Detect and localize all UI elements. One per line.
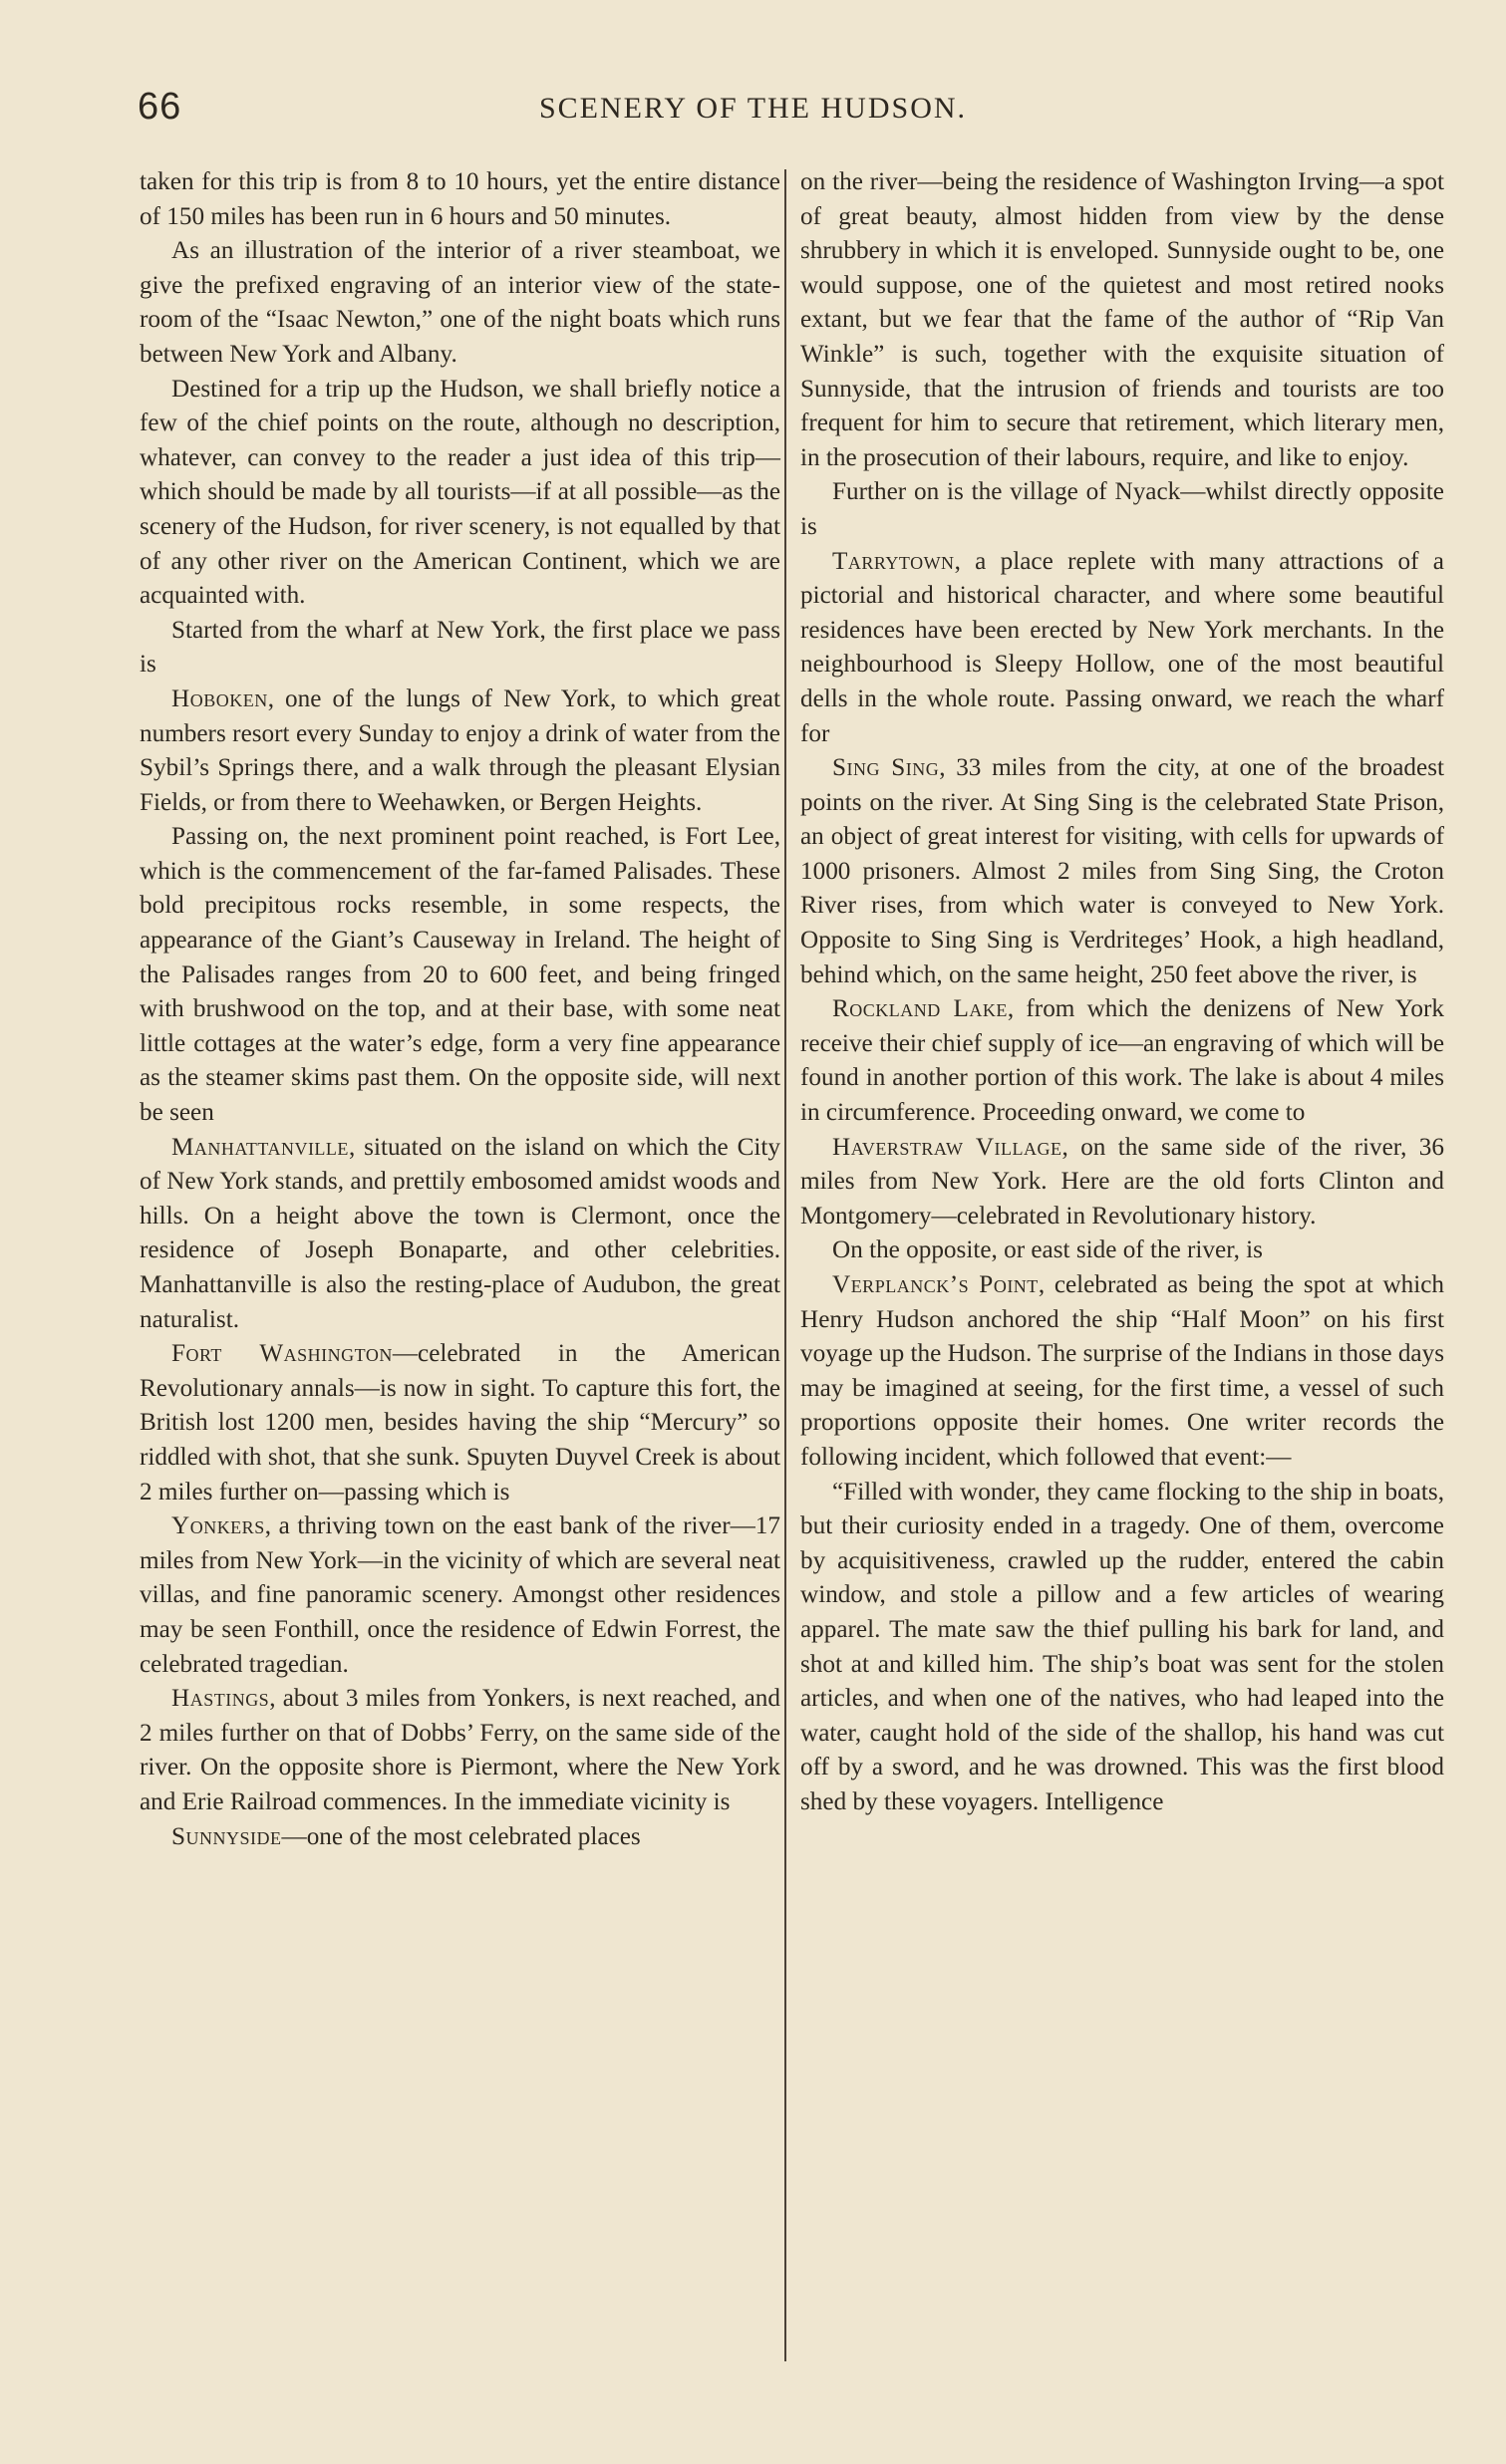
paragraph [140, 1682, 780, 1819]
paragraph [800, 1476, 1444, 1820]
place-name: Yonkers [171, 1512, 265, 1540]
paragraph [800, 1131, 1444, 1234]
paragraph-text: Further on is the village of Nyack—whilst directly opposite is [800, 478, 1444, 540]
paragraph-text: , a thriving town on the east bank of the river—17 miles from New York—in the vicinity of which are several neat villas, and fine panoramic scenery. Amongst other residences may be seen Fonthill, once the residence of Edwin Forrest, the celebrated tragedian. [140, 1512, 780, 1678]
paragraph-text: —one of the most celebrated places [281, 1822, 641, 1850]
place-name: Rockland Lake [832, 995, 1008, 1023]
paragraph-text: Destined for a trip up the Hudson, we shall briefly notice a few of the chief points on the route, although no description, whatever, can convey to the reader a just idea of this trip—which should be made by all tourists—if at all possible—as the scenery of the Hudson, for river scenery, is not equalled by that of any other river on the American Continent, which we are acquainted with. [140, 375, 780, 610]
paragraph [140, 373, 780, 614]
paragraph-text: on the river—being the residence of Washington Irving—a spot of great beauty, almost hidden from view by the dense shrubbery in which it is enveloped. Sunnyside ought to be, one would suppose, one of the quietest and most retired nooks extant, but we fear that the fame of the author of “Rip Van Winkle” is such, together with the exquisite situation of Sunnyside, that the intrusion of friends and tourists are too frequent for him to secure that retirement, which literary men, in the prosecution of their labours, require, and like to enjoy. [800, 168, 1444, 471]
paragraph-text: “Filled with wonder, they came flocking to the ship in boats, but their curiosity ended in a tragedy. One of them, overcome by acquisitiveness, crawled up the rudder, entered the cabin window, and stole a pillow and a few articles of wearing apparel. The mate saw the thief pulling his bark for land, and shot at and killed him. The ship’s boat was sent for the stolen articles, and when one of the natives, who had leaped into the water, caught hold of the side of the shallop, his hand was cut off by a sword, and he was drowned. This was the first blood shed by these voyagers. Intelligence [800, 1478, 1444, 1815]
page-number: 66 [138, 86, 182, 128]
running-title: SCENERY OF THE HUDSON. [538, 92, 968, 125]
paragraph [140, 1337, 780, 1509]
paragraph [800, 751, 1444, 992]
paragraph-text: Started from the wharf at New York, the first place we pass is [140, 616, 780, 679]
paragraph [140, 1131, 780, 1338]
paragraph-text: , situated on the island on which the City of New York stands, and prettily embosomed amidst woods and hills. On a height above the town is Clermont, once the residence of Joseph Bonaparte, and other celebrities. Manhattanville is also the resting-place of Audubon, the great naturalist. [140, 1133, 780, 1333]
place-name: Verplanck’s Point [832, 1271, 1039, 1298]
paragraph-text: Passing on, the next prominent point reached, is Fort Lee, which is the commencement of the far-famed Palisades. These bold precipitous rocks resemble, in some respects, the appearance of the Giant’s Causeway in Ireland. The height of the Palisades ranges from 20 to 600 feet, and being fringed with brushwood on the top, and at their base, with some neat little cottages at the water’s edge, form a very fine appearance as the steamer skims past them. On the opposite side, will next be seen [140, 823, 780, 1127]
paragraph [800, 475, 1444, 544]
paragraph-text: , from which the denizens of New York receive their chief supply of ice—an engraving of which will be found in another portion of this work. The lake is about 4 miles in circumference. Proceeding onward, we come to [800, 995, 1444, 1127]
paragraph [140, 614, 780, 683]
place-name: Sunnyside [171, 1822, 282, 1850]
place-name: Hastings [171, 1685, 270, 1713]
paragraph [800, 1233, 1444, 1268]
place-name: Tarrytown [832, 547, 955, 575]
place-name: Manhattanville [171, 1133, 349, 1161]
paragraph-text: , a place replete with many attractions of a pictorial and historical character, and where some beautiful residences have been erected by New York merchants. In the neighbourhood is Sleepy Hollow, one of the most beautiful dells in the whole route. Passing onward, we reach the wharf for [800, 547, 1444, 747]
column-divider [784, 169, 786, 2361]
paragraph [800, 545, 1444, 752]
paragraph-text: , celebrated as being the spot at which Henry Hudson anchored the ship “Half Moon” on his first voyage up the Hudson. The surprise of the Indians in those days may be imagined at seeing, for the first time, a vessel of such proportions opposite their homes. One writer records the following incident, which followed that event:— [800, 1271, 1444, 1471]
paragraph-text: taken for this trip is from 8 to 10 hours, yet the entire distance of 150 miles has been run in 6 hours and 50 minutes. [140, 168, 780, 230]
paragraph [140, 234, 780, 372]
paragraph [800, 1268, 1444, 1476]
right-column [800, 165, 1444, 1820]
place-name: Fort Washington [171, 1340, 393, 1368]
paragraph [140, 683, 780, 820]
left-column [140, 165, 780, 1854]
place-name: Hoboken [171, 684, 268, 712]
paragraph-text: As an illustration of the interior of a river steamboat, we give the prefixed engraving of an interior view of the state-room of the “Isaac Newton,” one of the night boats which runs between New York and Albany. [140, 237, 780, 368]
paragraph [140, 165, 780, 234]
paragraph-text: , on the same side of the river, 36 miles from New York. Here are the old forts Clinton and Montgomery—celebrated in Revolutionary history. [800, 1133, 1444, 1230]
paragraph-text: , 33 miles from the city, at one of the broadest points on the river. At Sing Sing is the celebrated State Prison, an object of great interest for visiting, with cells for upwards of 1000 prisoners. Almost 2 miles from Sing Sing, the Croton River rises, from which water is conveyed to New York. Opposite to Sing Sing is Verdriteges’ Hook, a high headland, behind which, on the same height, 250 feet above the river, is [800, 754, 1444, 988]
paragraph [140, 820, 780, 1130]
place-name: Haverstraw Village [832, 1133, 1062, 1161]
paragraph [140, 1820, 780, 1855]
paragraph-text: , one of the lungs of New York, to which great numbers resort every Sunday to enjoy a drink of water from the Sybil’s Springs there, and a walk through the pleasant Elysian Fields, or from there to Weehawken, or Bergen Heights. [140, 684, 780, 816]
place-name: Sing Sing [832, 754, 940, 782]
paragraph-text: —celebrated in the American Revolutionary annals—is now in sight. To capture this fort, the British lost 1200 men, besides having the ship “Mercury” so riddled with shot, that she sunk. Spuyten Duyvel Creek is about 2 miles further on—passing which is [140, 1340, 780, 1506]
paragraph-text: , about 3 miles from Yonkers, is next reached, and 2 miles further on that of Dobbs’ Ferry, on the same side of the river. On the opposite shore is Piermont, where the New York and Erie Railroad commences. In the immediate vicinity is [140, 1685, 780, 1815]
paragraph [140, 1509, 780, 1682]
paragraph [800, 165, 1444, 475]
paragraph [800, 992, 1444, 1130]
paragraph-text: On the opposite, or east side of the river, is [832, 1236, 1263, 1264]
